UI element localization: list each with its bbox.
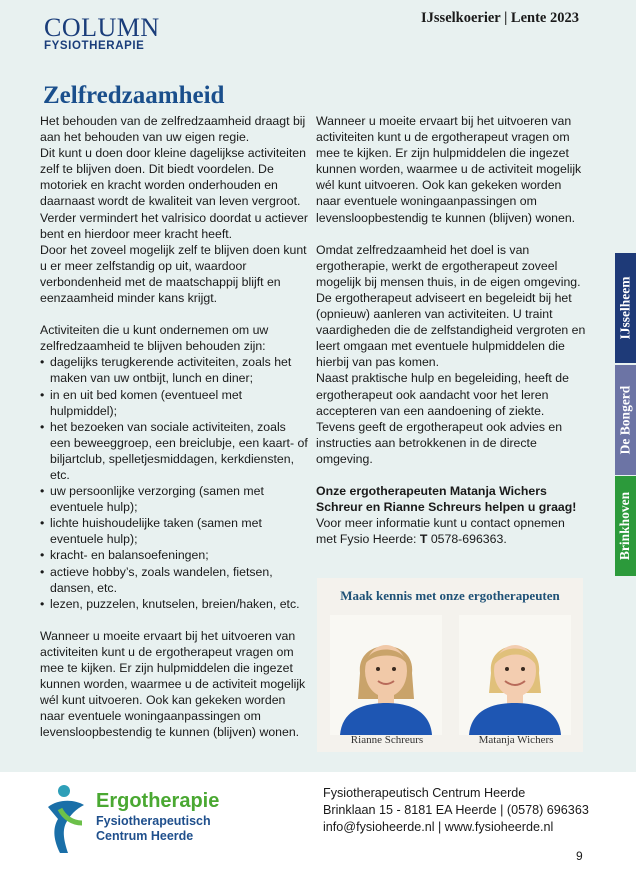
photo-caption: Rianne Schreurs <box>350 734 424 746</box>
activities-list <box>40 354 308 612</box>
cta-heading: Onze ergotherapeuten Matanja Wichers Schreur en Rianne Schreurs helpen u graag! <box>316 483 577 515</box>
list-item: • actieve hobby’s, zoals wandelen, fietsen, dansen, etc. <box>40 564 308 596</box>
portrait-photo <box>330 615 442 735</box>
cta-text <box>316 515 588 547</box>
footer-contact <box>323 785 589 836</box>
logo-figure-icon <box>44 779 244 859</box>
list-item: • lezen, puzzelen, knutselen, breien/haken, etc. <box>40 596 308 612</box>
paragraph: Omdat zelfredzaamheid het doel is van ergotherapie, werkt de ergotherapeut zoveel mogelijk bij mensen thuis, in de eigen omgeving. <box>316 242 581 289</box>
photo-caption: Matanja Wichers <box>478 734 554 746</box>
list-item: • dagelijks terugkerende activiteiten, zoals het maken van uw ontbijt, lunch en diner; <box>40 354 308 386</box>
logo-word: Ergotherapie <box>96 790 220 812</box>
footer-org: Fysiotherapeutisch Centrum Heerde <box>323 786 526 800</box>
article-title: Zelfredzaamheid <box>43 82 225 109</box>
intro-paragraph: Dit kunt u doen door kleine dagelijkse activiteiten zelf te blijven doen. Dit biedt voordelen. De motoriek en kracht worden onderhouden en daarnaast wordt de kwaliteit van leven vergroot. Verder vermindert het valrisico doordat u actiever bent en hierdoor meer kracht heeft. <box>40 146 308 241</box>
paragraph: Naast praktische hulp en begeleiding, heeft de ergotherapeut ook aandacht voor het leren accepteren van een aandoening of ziekte. <box>316 371 569 418</box>
phone-label: T <box>419 532 428 547</box>
footer-address: Brinklaan 15 - 8181 EA Heerde | (0578) 696363 <box>323 803 589 817</box>
closing-paragraph: Wanneer u moeite ervaart bij het uitvoeren van activiteiten kunt u de ergotherapeut vragen om mee te kijken. Er zijn hulpmiddelen die ingezet kunnen worden, waarmee u de activiteit mogelijk wél kunt uitvoeren. Ook kan gekeken worden naar eventuele woningaanpassingen om levensloopbestendig te kunnen (blijven) wonen. <box>40 628 306 740</box>
tab-brinkhoven[interactable] <box>615 476 636 576</box>
list-item: • kracht- en balansoefeningen; <box>40 547 308 563</box>
paragraph: Tevens geeft de ergotherapeut ook advies en instructies aan betrokkenen in de directe omgeving. <box>316 419 563 466</box>
column-logo <box>44 13 160 52</box>
page-number: 9 <box>576 849 583 863</box>
therapists-photo-box <box>317 578 583 752</box>
ergotherapie-logo <box>44 779 244 859</box>
phone-number: 0578-696363. <box>430 532 507 547</box>
intro-paragraph: Door het zoveel mogelijk zelf te blijven doen kunt u er meer zelfstandig op uit, waardoor verbondenheid met de maatschappij blijft en eenzaamheid minder kans krijgt. <box>40 242 307 306</box>
portrait-illustration <box>330 615 442 735</box>
tab-ijsselheem[interactable] <box>615 253 636 363</box>
tab-de-bongerd[interactable] <box>615 365 636 475</box>
logo-fysio-text: FYSIOTHERAPIE <box>44 40 145 52</box>
portrait-illustration <box>459 615 571 735</box>
list-item: • het bezoeken van sociale activiteiten, zoals een beweeggroep, een breiclubje, een kaart- of biljartclub, spelletjesmiddagen, kerkdiensten, etc. <box>40 419 308 483</box>
list-item: • uw persoonlijke verzorging (samen met eventuele hulp); <box>40 483 308 515</box>
intro-paragraph: Het behouden van de zelfredzaamheid draagt bij aan het behouden van uw eigen regie. <box>40 114 306 145</box>
portrait-photo <box>459 615 571 735</box>
tab-label: Brinkhoven <box>617 491 633 561</box>
photo-box-title: Maak kennis met onze ergotherapeuten <box>340 588 560 603</box>
tab-label: De Bongerd <box>617 385 633 455</box>
paragraph: Wanneer u moeite ervaart bij het uitvoeren van activiteiten kunt u de ergotherapeut vragen om mee te kijken. Er zijn hulpmiddelen die ingezet kunnen worden, waarmee u de activiteit mogelijk wél kunt uitvoeren. Ook kan gekeken worden naar eventuele woningaanpassingen om levensloopbestendig te kunnen (blijven) wonen. <box>316 114 582 225</box>
tab-label: IJsselheem <box>617 276 633 340</box>
footer-web[interactable]: info@fysioheerde.nl | www.fysioheerde.nl <box>323 820 554 834</box>
list-item: • in en uit bed komen (eventueel met hulpmiddel); <box>40 387 308 419</box>
right-column <box>316 113 588 547</box>
publication-label: IJsselkoerier | Lente 2023 <box>421 10 579 26</box>
activities-intro: Activiteiten die u kunt ondernemen om uw zelfredzaamheid te blijven behouden zijn: <box>40 323 269 354</box>
logo-column-text: COLUMN <box>44 13 160 42</box>
logo-sub1: Fysiotherapeutisch <box>96 814 211 828</box>
logo-sub2: Centrum Heerde <box>96 829 194 843</box>
paragraph: De ergotherapeut adviseert en begeleidt bij het (opnieuw) aanleren van activiteiten. U traint vaardigheden die de zelfstandigheid vergroten en leert omgaan met eventuele hulpmiddelen die hierbij van pas komen. <box>316 290 586 370</box>
cta-contact-text: Voor meer informatie kunt u contact opnemen met Fysio Heerde: <box>316 516 565 547</box>
list-item: • lichte huishoudelijke taken (samen met eventuele hulp); <box>40 515 308 547</box>
left-column <box>40 113 308 740</box>
